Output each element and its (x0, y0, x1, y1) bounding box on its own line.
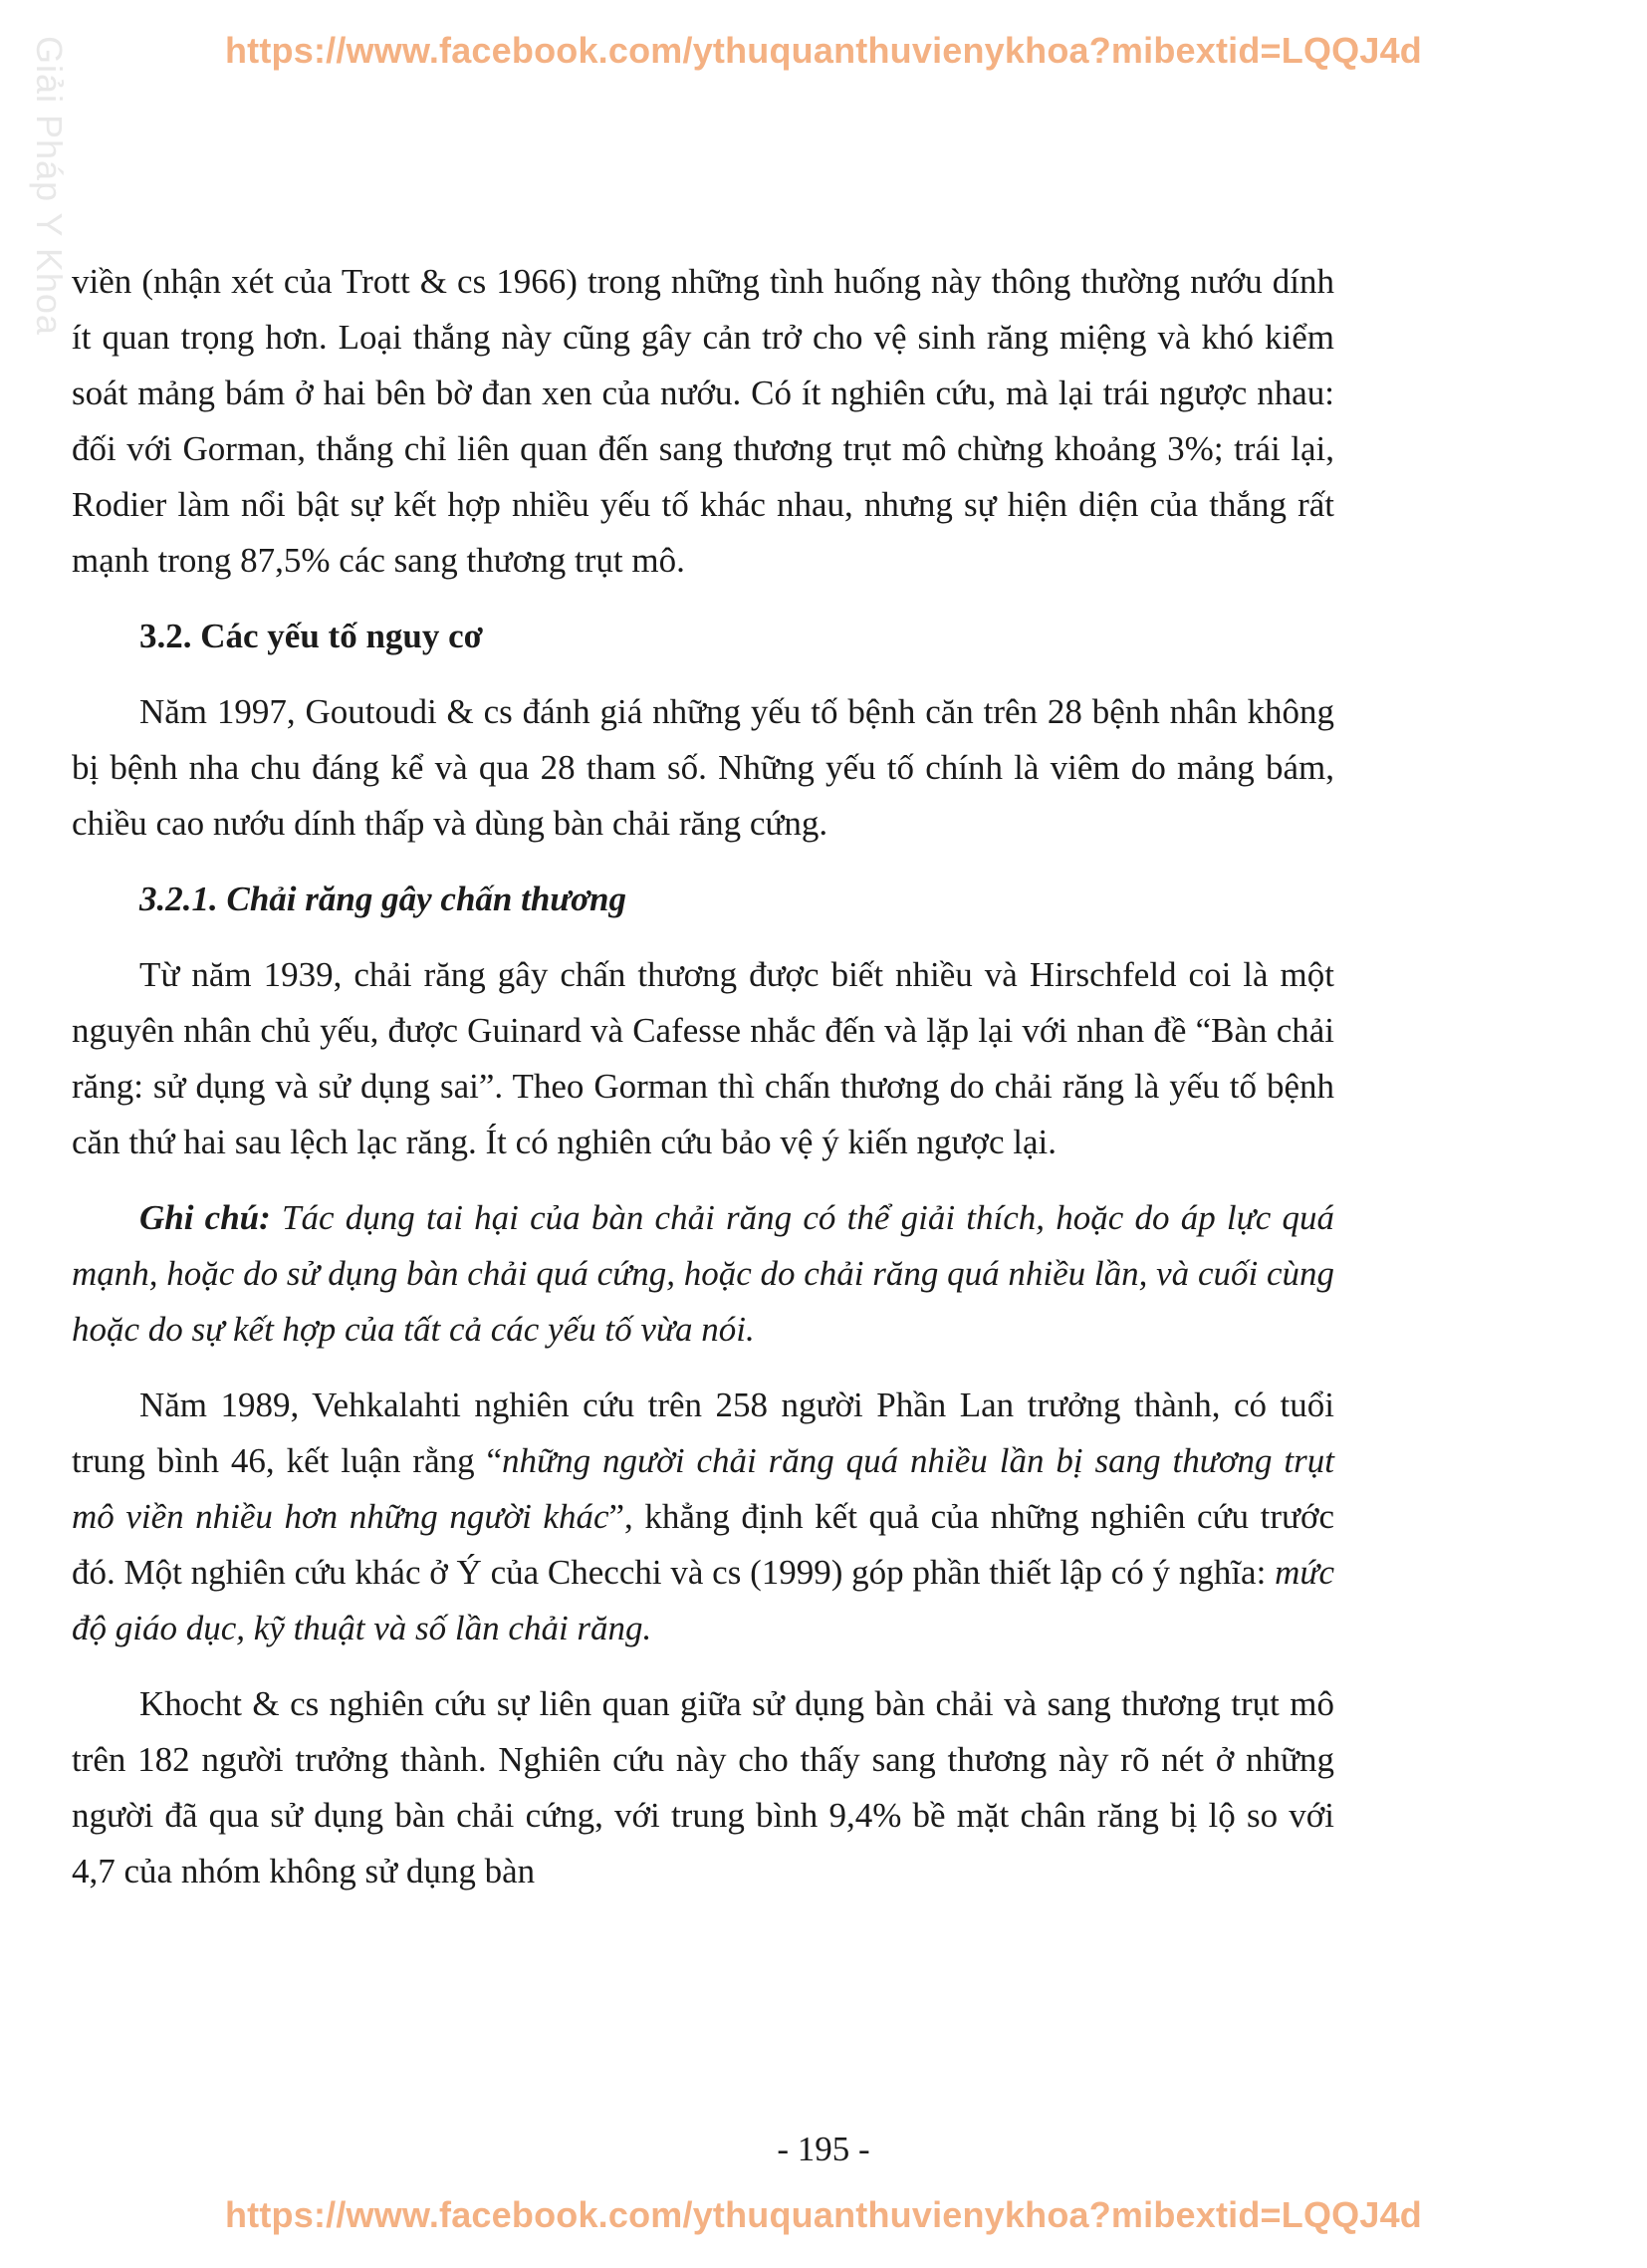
paragraph-1: viền (nhận xét của Trott & cs 1966) trong những tình huống này thông thường nướu dính ít quan trọng hơn. Loại thắng này cũng gây cản trở cho vệ sinh răng miệng và khó kiểm soát mảng bám ở hai bên bờ đan xen của nướu. Có ít nghiên cứu, mà lại trái ngược nhau: đối với Gorman, thắng chỉ liên quan đến sang thương trụt mô chừng khoảng 3%; trái lại, Rodier làm nổi bật sự kết hợp nhiều yếu tố khác nhau, nhưng sự hiện diện của thắng rất mạnh trong 87,5% các sang thương trụt mô. (72, 262, 1334, 580)
paragraph-4 (72, 1378, 1334, 1656)
note-label: Ghi chú: (139, 1198, 271, 1237)
section-heading-3-2: 3.2. Các yếu tố nguy cơ (139, 617, 484, 655)
paragraph-5: Khocht & cs nghiên cứu sự liên quan giữa sử dụng bàn chải và sang thương trụt mô trên 182 người trưởng thành. Nghiên cứu này cho thấy sang thương này rõ nét ở những người đã qua sử dụng bàn chải cứng, với trung bình 9,4% bề mặt chân răng bị lộ so với 4,7 của nhóm không sử dụng bàn (72, 1684, 1334, 1890)
page-content (72, 254, 1334, 1899)
paragraph-4-start: Năm 1989, Vehkalahti nghiên cứu trên 258 người Phần Lan trưởng thành, có tuổi trung bình 46, kết luận rằng “ (72, 1386, 1334, 1480)
note-text: Tác dụng tai hại của bàn chải răng có thể giải thích, hoặc do áp lực quá mạnh, hoặc do sử dụng bàn chải quá cứng, hoặc do chải răng quá nhiều lần, và cuối cùng hoặc do sự kết hợp của tất cả các yếu tố vừa nói. (72, 1198, 1334, 1349)
watermark-url-top: https://www.facebook.com/ythuquanthuvienykhoa?mibextid=LQQJ4d (224, 30, 1422, 71)
paragraph-2: Năm 1997, Goutoudi & cs đánh giá những yếu tố bệnh căn trên 28 bệnh nhân không bị bệnh nha chu đáng kể và qua 28 tham số. Những yếu tố chính là viêm do mảng bám, chiều cao nướu dính thấp và dùng bàn chải răng cứng. (72, 692, 1334, 843)
paragraph-3: Từ năm 1939, chải răng gây chấn thương được biết nhiều và Hirschfeld coi là một nguyên nhân chủ yếu, được Guinard và Cafesse nhắc đến và lặp lại với nhan đề “Bàn chải răng: sử dụng và sử dụng sai”. Theo Gorman thì chấn thương do chải răng là yếu tố bệnh căn thứ hai sau lệch lạc răng. Ít có nghiên cứu bảo vệ ý kiến ngược lại. (72, 955, 1334, 1161)
watermark-url-bottom: https://www.facebook.com/ythuquanthuvienykhoa?mibextid=LQQJ4d (224, 2194, 1422, 2235)
side-watermark: Giải Pháp Y Khoa (29, 36, 70, 336)
paragraph-4-middle: ”, khẳng định kết quả của những nghiên cứu trước đó. Một nghiên cứu khác ở Ý của Checchi và cs (1999) góp phần thiết lập có ý nghĩa: (72, 1497, 1334, 1592)
section-heading-3-2-1: 3.2.1. Chải răng gây chấn thương (139, 880, 627, 918)
note-paragraph (72, 1190, 1334, 1358)
page-number: - 195 - (777, 2130, 870, 2168)
paragraph-4-italic-end: mức độ giáo dục, kỹ thuật và số lần chải răng. (72, 1553, 1334, 1647)
paragraph-4-quote: những người chải răng quá nhiều lần bị sang thương trụt mô viền nhiều hơn những người khác (72, 1441, 1334, 1536)
